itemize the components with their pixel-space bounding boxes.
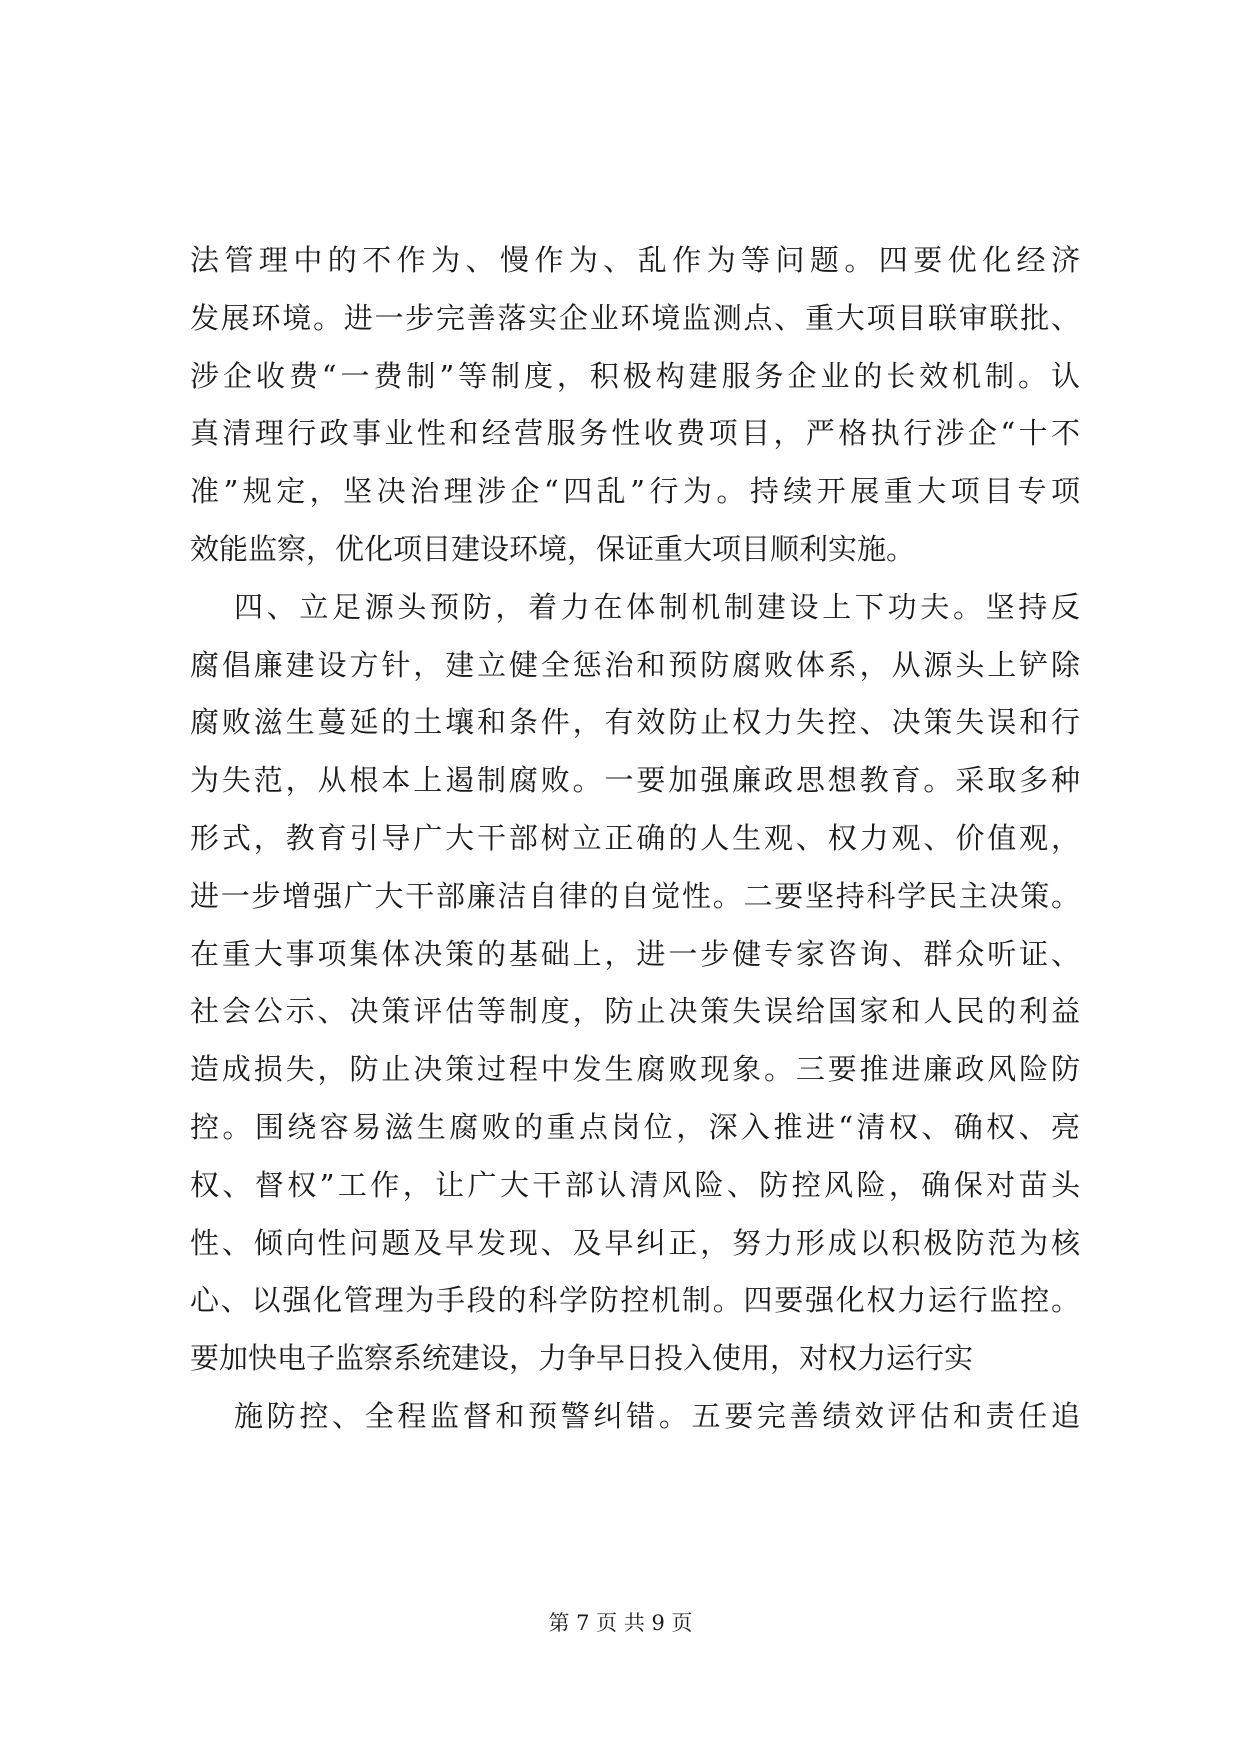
- paragraph-1-line-5: 准”规定，坚决治理涉企“四乱”行为。持续开展重大项目专项: [190, 474, 1080, 509]
- paragraph-1-line-2: 发展环境。进一步完善落实企业环境监测点、重大项目联审联批、: [190, 300, 1080, 335]
- paragraph-3-line-1: 施防控、全程监督和预警纠错。五要完善绩效评估和责任追: [234, 1398, 1080, 1433]
- paragraph-2-line-14: 要加快电子监察系统建设，力争早日投入使用，对权力运行实: [190, 1341, 974, 1376]
- paragraph-2-line-13: 心、以强化管理为手段的科学防控机制。四要强化权力运行监控。: [190, 1283, 1080, 1318]
- page-footer: [0, 1609, 1241, 1637]
- body-text: [190, 232, 1080, 1446]
- paragraph-2-line-9: 造成损失，防止决策过程中发生腐败现象。三要推进廉政风险防: [190, 1052, 1080, 1087]
- paragraph-2-line-3: 腐败滋生蔓延的土壤和条件，有效防止权力失控、决策失误和行: [190, 705, 1080, 740]
- page-number-label: 第 7 页 共 9 页: [548, 1611, 693, 1635]
- paragraph-2-line-8: 社会公示、决策评估等制度，防止决策失误给国家和人民的利益: [190, 994, 1080, 1029]
- paragraph-1-line-1: 法管理中的不作为、慢作为、乱作为等问题。四要优化经济: [190, 243, 1080, 277]
- paragraph-1-line-4: 真清理行政事业性和经营服务性收费项目，严格执行涉企“十不: [190, 416, 1080, 451]
- paragraph-1-line-3: 涉企收费“一费制”等制度，积极构建服务企业的长效机制。认: [190, 358, 1080, 393]
- paragraph-2-line-12: 性、倾向性问题及早发现、及早纠正，努力形成以积极防范为核: [190, 1225, 1080, 1260]
- paragraph-1-line-6: 效能监察，优化项目建设环境，保证重大项目顺利实施。: [190, 531, 916, 566]
- paragraph-2-line-2: 腐倡廉建设方针，建立健全惩治和预防腐败体系，从源头上铲除: [190, 647, 1080, 682]
- paragraph-2-line-11: 权、督权”工作，让广大干部认清风险、防控风险，确保对苗头: [190, 1167, 1080, 1202]
- paragraph-2-line-1: 四、立足源头预防，着力在体制机制建设上下功夫。坚持反: [234, 589, 1080, 624]
- paragraph-2-line-7: 在重大事项集体决策的基础上，进一步健专家咨询、群众听证、: [190, 936, 1080, 971]
- paragraph-2-line-4: 为失范，从根本上遏制腐败。一要加强廉政思想教育。采取多种: [190, 763, 1080, 798]
- paragraph-2-line-6: 进一步增强广大干部廉洁自律的自觉性。二要坚持科学民主决策。: [190, 878, 1080, 913]
- paragraph-2-line-10: 控。围绕容易滋生腐败的重点岗位，深入推进“清权、确权、亮: [190, 1109, 1080, 1144]
- paragraph-2-line-5: 形式，教育引导广大干部树立正确的人生观、权力观、价值观，: [190, 820, 1080, 855]
